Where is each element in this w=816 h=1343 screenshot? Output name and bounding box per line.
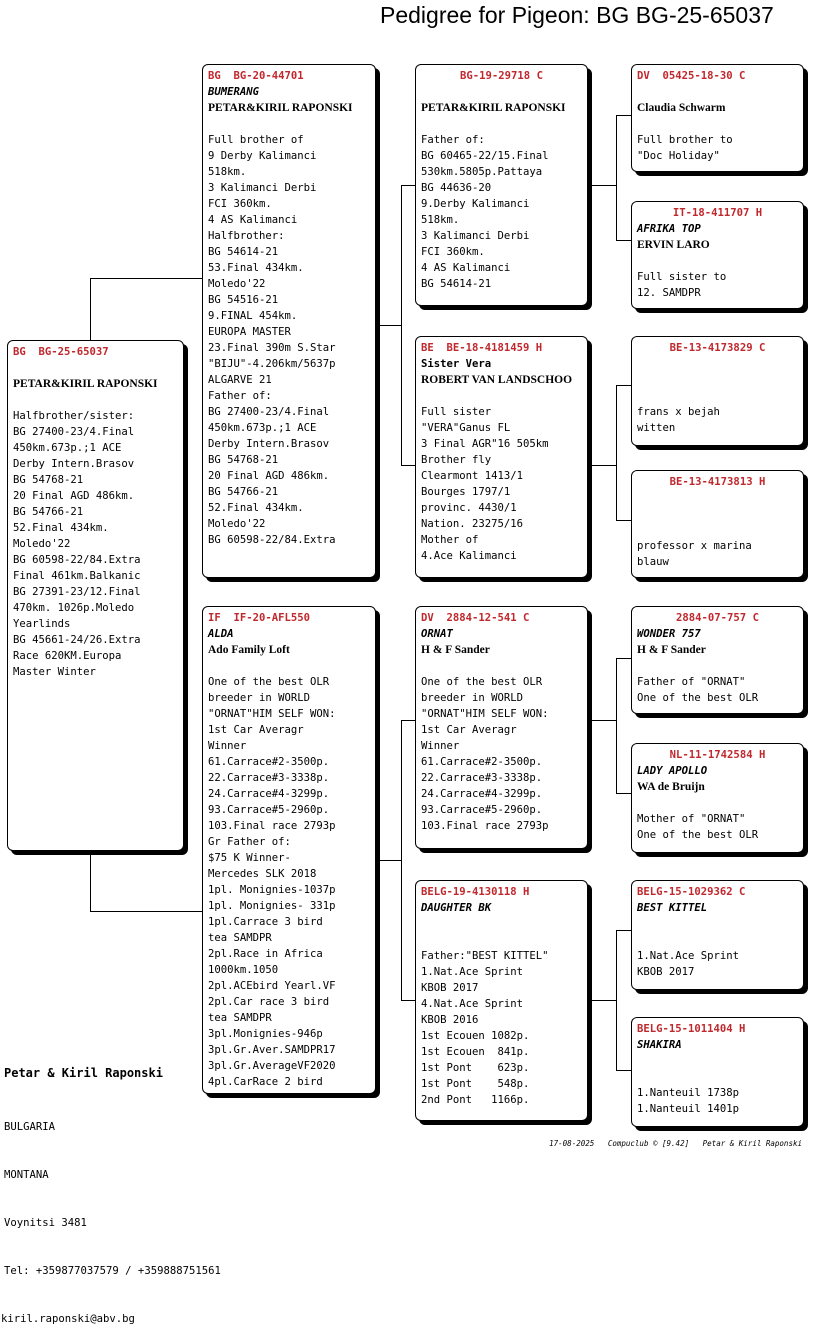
note-line: EUROPA MASTER [208,326,291,338]
connector-line [616,115,632,116]
note-line: 4 AS Kalimanci [208,214,298,226]
note-line: BG 27391-23/12.Final [13,586,141,598]
note-line: 93.Carrace#5-2960p. [208,804,330,816]
pigeon-name: SHAKIRA [637,1039,682,1051]
breeder-email: kiril.raponski@abv.bg [1,1313,135,1325]
breeder-phone: Tel: +359877037579 / +359888751561 [4,1265,221,1277]
note-line: 22.Carrace#3-3338p. [421,772,543,784]
pigeon-card-dam-sire[interactable] [415,606,588,849]
note-line: BG 60465-22/15.Final [421,150,549,162]
note-line: 23.Final 390m S.Star [208,342,336,354]
note-line: 9.FINAL 454km. [208,310,298,322]
connector-line [588,1000,617,1001]
note-line: One of the best OLR [421,676,543,688]
breeder-info [1,1033,221,1343]
note-line: 61.Carrace#2-3500p. [208,756,330,768]
note-line: 1.Nanteuil 1401p [637,1103,740,1115]
note-line: One of the best OLR [637,692,759,704]
pigeon-card-sire[interactable] [202,64,376,578]
note-line: 3pl.Gr.Aver.SAMDPR17 [208,1044,336,1056]
note-line: 1st Ecouen 1082p. [421,1030,530,1042]
note-line: Full brother to [637,134,733,146]
notes [637,811,798,843]
note-line: BG 54766-21 [13,506,84,518]
note-line: One of the best OLR [637,829,759,841]
note-line: "ORNAT"HIM SELF WON: [208,708,336,720]
note-line: Derby Intern.Brasov [208,438,330,450]
note-line: Moledo'22 [208,518,266,530]
pigeon-name: LADY APOLLO [637,765,708,777]
pigeon-name: Sister Vera [421,358,492,370]
owner-name: PETAR&KIRIL RAPONSKI [13,378,158,390]
note-line: FCI 360km. [421,246,485,258]
ring-number: BELG-19-4130118 H [421,886,530,898]
note-line: Brother fly [421,454,492,466]
note-line: BG 54614-21 [421,278,492,290]
pigeon-name: ALDA [208,628,234,640]
note-line: "ORNAT"HIM SELF WON: [421,708,549,720]
note-line: Father of: [421,134,485,146]
ring-number: BE-13-4173829 C [669,342,766,354]
notes [637,404,798,436]
note-line: Winner [208,740,247,752]
footer-text: 17-08-2025 Compuclub © [9.42] Petar & Kiril Raponski [549,1139,802,1148]
owner-name: ROBERT VAN LANDSCHOO [421,374,573,386]
note-line: BG 44636-20 [421,182,492,194]
pigeon-card-ssd[interactable] [631,201,804,309]
note-line: BG 54768-21 [13,474,84,486]
note-line: BG 45661-24/26.Extra [13,634,141,646]
note-line: BG 54516-21 [208,294,279,306]
pigeon-card-dds[interactable] [631,880,804,990]
note-line: 1st Car Averagr [421,724,517,736]
pigeon-name [421,84,582,100]
note-line: 9 Derby Kalimanci [208,150,317,162]
connector-line [616,793,632,794]
pigeon-name: WONDER 757 [637,628,701,640]
note-line: 93.Carrace#5-2960p. [421,804,543,816]
pigeon-name [637,490,798,506]
note-line: Father:"BEST KITTEL" [421,950,549,962]
ring-number: NL-11-1742584 H [669,749,766,761]
ring-number: DV 2884-12-541 C [421,612,530,624]
note-line: 24.Carrace#4-3299p. [421,788,543,800]
notes [637,269,798,301]
note-line: blauw [637,556,669,568]
pigeon-name: BUMERANG [208,86,260,98]
note-line: FCI 360km. [208,198,272,210]
pigeon-name [13,360,178,376]
notes [208,132,370,548]
connector-line [588,720,617,721]
note-line: Derby Intern.Brasov [13,458,135,470]
connector-line [588,185,617,186]
note-line: 3pl.Gr.AverageVF2020 [208,1060,336,1072]
breeder-country: BULGARIA [4,1121,56,1133]
note-line: 103.Final race 2793p [421,820,549,832]
connector-line [90,278,91,340]
note-line: 20 Final AGD 486km. [13,490,135,502]
ring-number: IF IF-20-AFL550 [208,612,311,624]
note-line: 2pl.ACEbird Yearl.VF [208,980,336,992]
pigeon-name: BEST KITTEL [637,902,708,914]
note-line: tea SAMDPR [208,1012,272,1024]
pigeon-card-dam-dam[interactable] [415,880,588,1121]
note-line: Moledo'22 [13,538,71,550]
notes [637,538,798,570]
note-line: 20 Final AGD 486km. [208,470,330,482]
note-line: 4pl.CarRace 2 bird [208,1076,323,1088]
note-line: Final 461km.Balkanic [13,570,141,582]
owner-name [637,372,798,388]
note-line: 52.Final 434km. [208,502,304,514]
ring-number: BG BG-20-44701 [208,70,304,82]
note-line: 24.Carrace#4-3299p. [208,788,330,800]
note-line: Full sister to [637,271,727,283]
note-line: Full sister [421,406,492,418]
owner-name: H & F Sander [637,644,706,656]
note-line: Halfbrother/sister: [13,410,135,422]
note-line: Bourges 1797/1 [421,486,511,498]
ring-number: IT-18-411707 H [672,207,763,219]
pigeon-card-sire-dam[interactable] [415,336,588,578]
connector-line [616,658,617,793]
ring-number: DV 05425-18-30 C [637,70,746,82]
note-line: Mother of "ORNAT" [637,813,746,825]
note-line: BG 27400-23/4.Final [13,426,135,438]
notes [13,408,178,680]
ring-number: BG-19-29718 C [460,70,543,82]
pigeon-name [637,84,798,100]
note-line: Halfbrother: [208,230,285,242]
note-line: BG 54766-21 [208,486,279,498]
note-line: 1st Pont 548p. [421,1078,530,1090]
ring-number: BE-13-4173813 H [669,476,766,488]
note-line: Mother of [421,534,479,546]
connector-line [376,860,402,861]
note-line: 470km. 1026p.Moledo [13,602,135,614]
ring-number: 2884-07-757 C [676,612,759,624]
owner-name: Claudia Schwarm [637,102,726,114]
notes [421,404,582,564]
note-line: breeder in WORLD [208,692,311,704]
note-line: 1.Nat.Ace Sprint [637,950,740,962]
ring-number: BELG-15-1011404 H [637,1023,746,1035]
note-line: "BIJU"-4.206km/5637p [208,358,336,370]
note-line: 3pl.Monignies-946p [208,1028,323,1040]
pigeon-name [637,356,798,372]
note-line: Race 620KM.Europa [13,650,122,662]
note-line: 3 Kalimanci Derbi [208,182,317,194]
breeder-region: MONTANA [4,1169,49,1181]
notes [637,132,798,164]
connector-line [616,385,632,386]
note-line: 53.Final 434km. [208,262,304,274]
note-line: Moledo'22 [208,278,266,290]
note-line: 450km.673p.;1 ACE [208,422,317,434]
pigeon-card-dss[interactable] [631,606,804,714]
note-line: One of the best OLR [208,676,330,688]
pigeon-name: AFRIKA TOP [637,223,701,235]
pigeon-card-sds[interactable] [631,336,804,446]
notes [421,674,582,834]
owner-name: Ado Family Loft [208,644,290,656]
note-line: 1pl. Monignies- 331p [208,900,336,912]
connector-line [90,911,204,912]
note-line: 4 AS Kalimanci [421,262,511,274]
note-line: Winner [421,740,460,752]
note-line: Full brother of [208,134,304,146]
note-line: ALGARVE 21 [208,374,272,386]
owner-name [637,1053,798,1069]
notes [208,674,370,1090]
note-line: 518km. [208,166,247,178]
note-line: "Doc Holiday" [637,150,720,162]
ring-number: BG BG-25-65037 [13,346,109,358]
pigeon-name: ORNAT [421,628,453,640]
note-line: 1pl. Monignies-1037p [208,884,336,896]
note-line: 103.Final race 2793p [208,820,336,832]
note-line: 2pl.Car race 3 bird [208,996,330,1008]
pigeon-card-dam[interactable] [202,606,376,1094]
owner-name: PETAR&KIRIL RAPONSKI [208,102,353,114]
note-line: frans x bejah [637,406,720,418]
note-line: 518km. [421,214,460,226]
note-line: 61.Carrace#2-3500p. [421,756,543,768]
pigeon-card-sss[interactable] [631,64,804,172]
owner-name: ERVIN LARO [637,239,710,251]
connector-line [588,465,617,466]
owner-name: WA de Bruijn [637,781,705,793]
note-line: BG 54768-21 [208,454,279,466]
connector-line [376,325,402,326]
notes [421,948,582,1108]
note-line: Yearlinds [13,618,71,630]
owner-name: H & F Sander [421,644,490,656]
note-line: 3 Final AGR"16 505km [421,438,549,450]
note-line: breeder in WORLD [421,692,524,704]
pigeon-card-sire-sire[interactable] [415,64,588,306]
connector-line [616,658,632,659]
note-line: 1st Pont 623p. [421,1062,530,1074]
note-line: $75 K Winner- [208,852,291,864]
note-line: 1pl.Carrace 3 bird [208,916,323,928]
owner-name [637,506,798,522]
note-line: Nation. 23275/16 [421,518,524,530]
note-line: provinc. 4430/1 [421,502,517,514]
note-line: 1.Nanteuil 1738p [637,1087,740,1099]
note-line: KBOB 2016 [421,1014,479,1026]
connector-line [616,520,632,521]
note-line: Gr Father of: [208,836,291,848]
note-line: 1.Nat.Ace Sprint [421,966,524,978]
pigeon-card-sdd[interactable] [631,470,804,578]
note-line: tea SAMDPR [208,932,272,944]
note-line: 530km.5805p.Pattaya [421,166,543,178]
note-line: BG 60598-22/84.Extra [13,554,141,566]
notes [637,1085,798,1117]
pigeon-card-subject[interactable] [7,340,184,851]
pigeon-card-dsd[interactable] [631,743,804,853]
breeder-name: Petar & Kiril Raponski [4,1066,163,1080]
note-line: 4.Nat.Ace Sprint [421,998,524,1010]
page-title: Pedigree for Pigeon: BG BG-25-65037 [380,2,774,28]
owner-name: PETAR&KIRIL RAPONSKI [421,102,566,114]
pigeon-card-ddd[interactable] [631,1017,804,1127]
note-line: 1000km.1050 [208,964,279,976]
note-line: 1st Ecouen 841p. [421,1046,530,1058]
note-line: professor x marina [637,540,752,552]
notes [637,674,798,706]
note-line: Master Winter [13,666,96,678]
connector-line [616,115,617,240]
breeder-city: Voynitsi 3481 [4,1217,87,1229]
pigeon-name: DAUGHTER BK [421,902,492,914]
ring-number: BE BE-18-4181459 H [421,342,543,354]
note-line: BG 27400-23/4.Final [208,406,330,418]
note-line: BG 54614-21 [208,246,279,258]
note-line: 22.Carrace#3-3338p. [208,772,330,784]
note-line: 2nd Pont 1166p. [421,1094,530,1106]
note-line: Mercedes SLK 2018 [208,868,317,880]
note-line: Clearmont 1413/1 [421,470,524,482]
connector-line [90,851,91,912]
note-line: 12. SAMDPR [637,287,701,299]
note-line: BG 60598-22/84.Extra [208,534,336,546]
note-line: witten [637,422,676,434]
note-line: 4.Ace Kalimanci [421,550,517,562]
note-line: Father of: [208,390,272,402]
connector-line [616,385,617,520]
owner-name [637,916,798,932]
connector-line [90,278,204,279]
note-line: 1st Car Averagr [208,724,304,736]
notes [421,132,582,292]
note-line: 450km.673p.;1 ACE [13,442,122,454]
note-line: 9.Derby Kalimanci [421,198,530,210]
note-line: KBOB 2017 [421,982,479,994]
ring-number: BELG-15-1029362 C [637,886,746,898]
connector-line [616,930,632,931]
note-line: 2pl.Race in Africa [208,948,323,960]
note-line: 52.Final 434km. [13,522,109,534]
note-line: KBOB 2017 [637,966,695,978]
connector-line [616,1070,632,1071]
note-line: "VERA"Ganus FL [421,422,511,434]
note-line: Father of "ORNAT" [637,676,746,688]
notes [637,948,798,980]
connector-line [616,240,632,241]
note-line: 3 Kalimanci Derbi [421,230,530,242]
owner-name [421,916,582,932]
